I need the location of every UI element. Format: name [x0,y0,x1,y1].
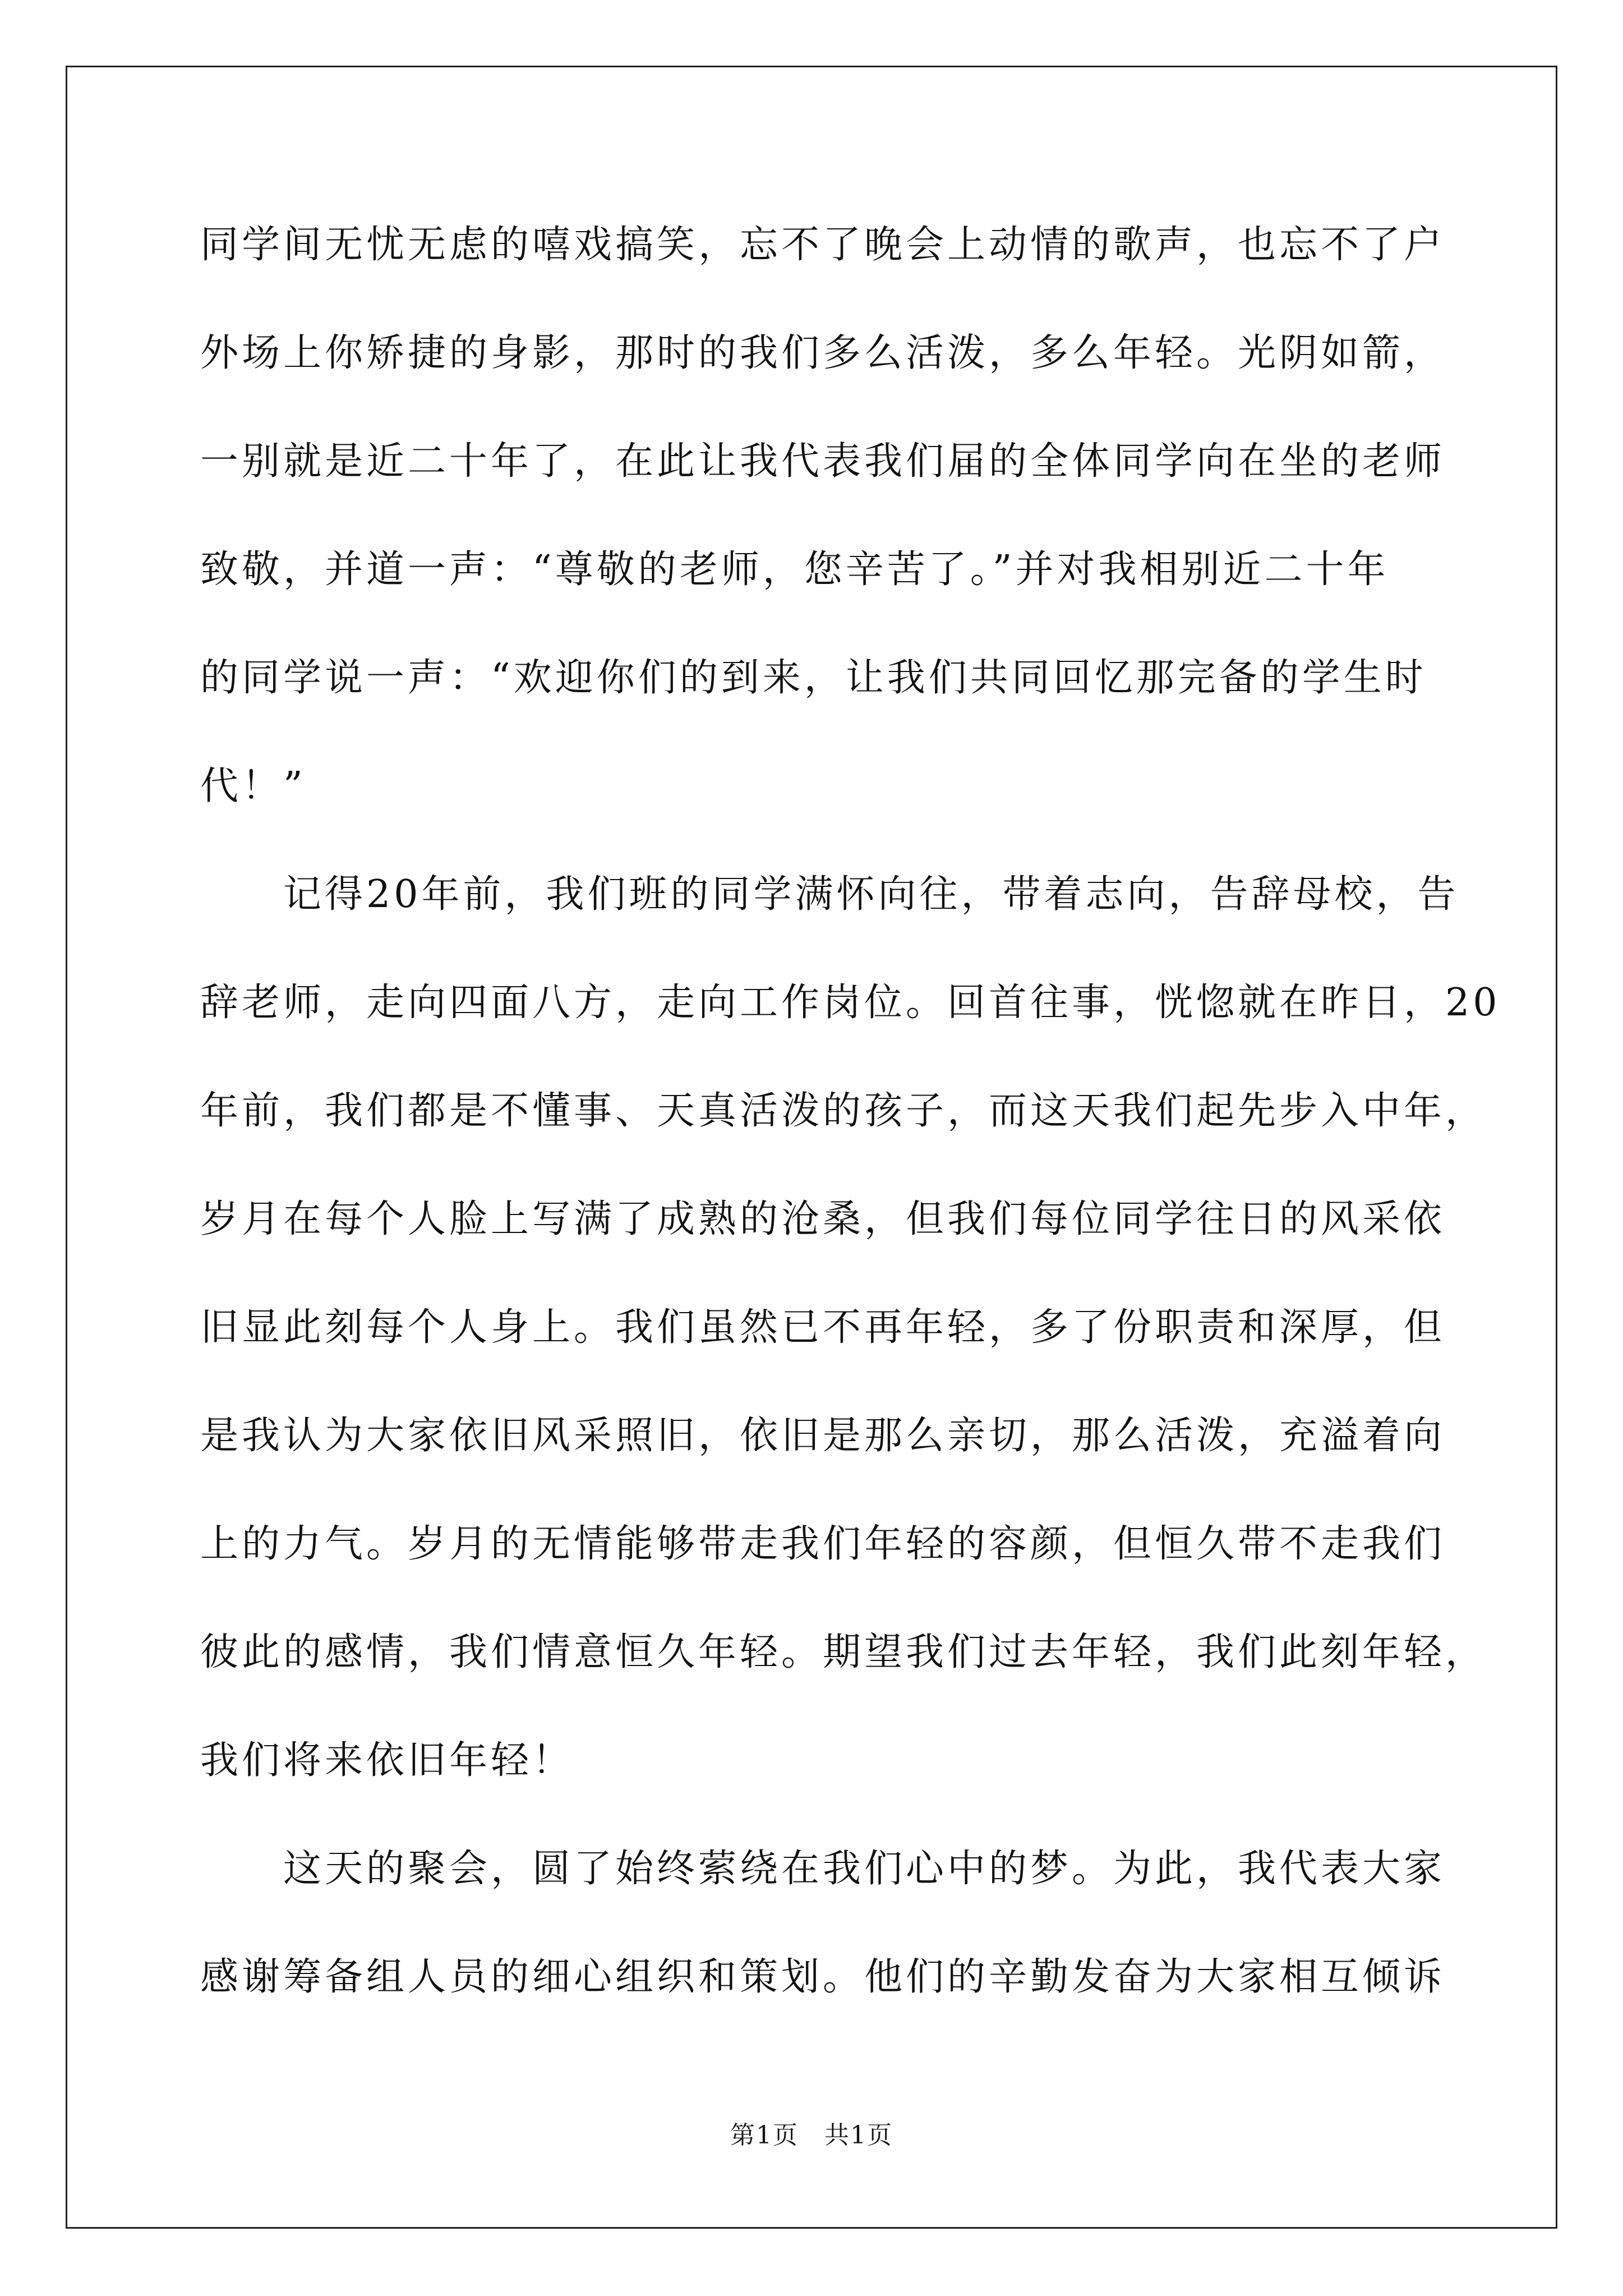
text-line: 代！” [200,764,306,808]
text-line: 上的力气。岁月的无情能够带走我们年轻的容颜，但恒久带不走我们 [200,1522,1446,1566]
text-line: 记得20年前，我们班的同学满怀向往，带着志向，告辞母校，告 [200,872,1459,917]
text-line: 一别就是近二十年了，在此让我代表我们届的全体同学向在坐的老师 [200,439,1446,484]
text-line: 岁月在每个人脸上写满了成熟的沧桑，但我们每位同学往日的风采依 [200,1197,1446,1241]
text-line: 年前，我们都是不懂事、天真活泼的孩子，而这天我们起先步入中年， [200,1089,1487,1133]
text-line: 致敬，并道一声：“尊敬的老师，您辛苦了。”并对我相别近二十年 [200,547,1389,592]
text-line: 外场上你矫捷的身影，那时的我们多么活泼，多么年轻。光阴如箭， [200,331,1446,375]
text-line: 感谢筹备组人员的细心组织和策划。他们的辛勤发奋为大家相互倾诉 [200,1955,1446,1999]
text-line: 这天的聚会，圆了始终萦绕在我们心中的梦。为此，我代表大家 [200,1847,1446,1891]
text-line: 我们将来依旧年轻！ [200,1738,574,1783]
text-line: 辞老师，走向四面八方，走向工作岗位。回首往事，恍惚就在昨日，20 [200,981,1501,1025]
text-line: 的同学说一声：“欢迎你们的到来，让我们共同回忆那完备的学生时 [200,656,1427,700]
text-line: 是我认为大家依旧风采照旧，依旧是那么亲切，那么活泼，充溢着向 [200,1414,1446,1458]
text-line: 彼此的感情，我们情意恒久年轻。期望我们过去年轻，我们此刻年轻， [200,1630,1487,1674]
page-number-footer: 第1页 共1页 [730,2121,893,2150]
document-body [200,191,1501,2031]
text-line: 同学间无忧无虑的嘻戏搞笑，忘不了晚会上动情的歌声，也忘不了户 [200,223,1446,267]
text-line: 旧显此刻每个人身上。我们虽然已不再年轻，多了份职责和深厚，但 [200,1305,1446,1350]
